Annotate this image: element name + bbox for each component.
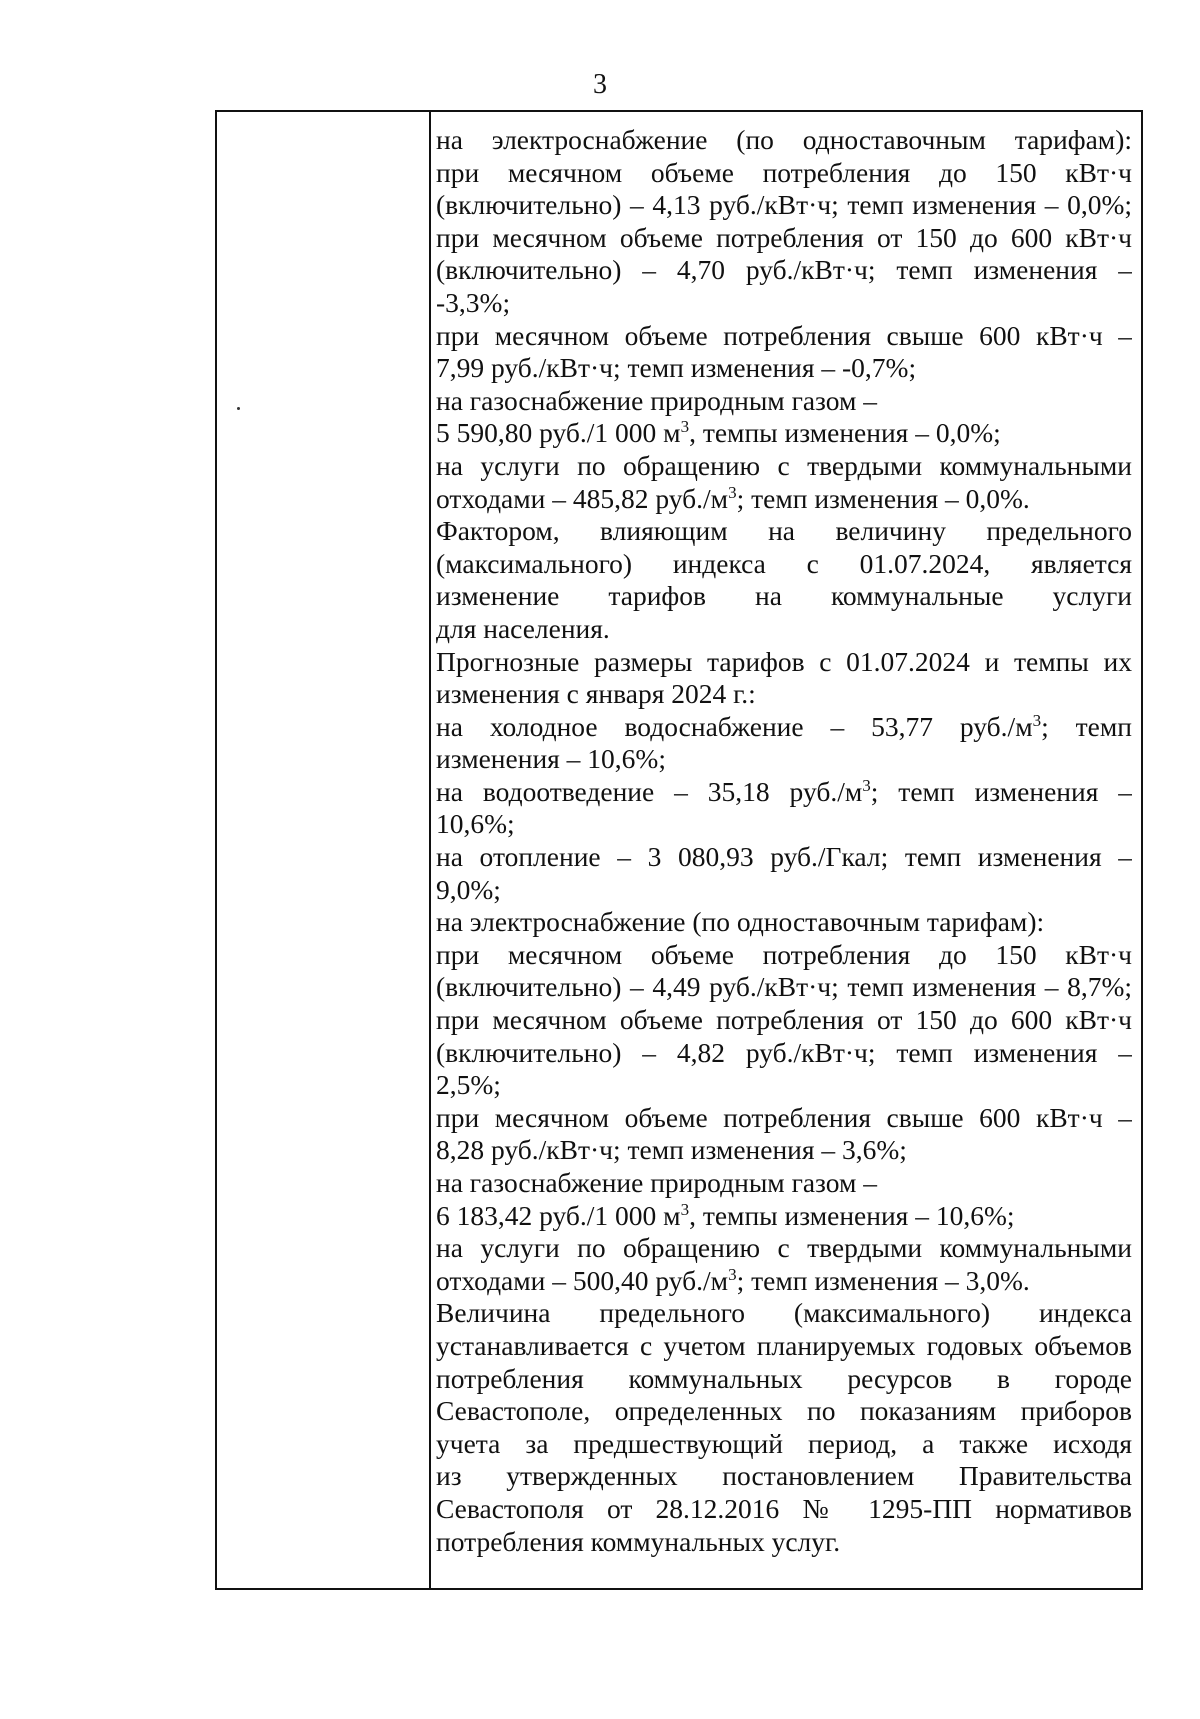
text-line: 6 183,42 руб./1 000 $м^3$, темпы изменения – 10,6%; (436, 1199, 1015, 1231)
text-line: изменения с января 2024 г.: (436, 678, 756, 710)
text-line: отходами – 485,82 $руб./м^3$; темп изменения – 0,0%. (436, 482, 1030, 514)
text-line: при месячном объеме потребления до 150 кВт·ч (436, 938, 1132, 970)
text-line: на водоотведение – 35,18 $руб./м^3$; темп изменения – (436, 775, 1132, 807)
text-line: (включительно) – 4,49 руб./кВт·ч; темп изменения – 8,7%; (436, 971, 1132, 1003)
text-line: (максимального) индекса с 01.07.2024, является (436, 547, 1132, 579)
text-line: отходами – 500,40 $руб./м^3$; темп изменения – 3,0%. (436, 1264, 1030, 1296)
text-line: потребления коммунальных ресурсов в городе (436, 1362, 1132, 1394)
text-line: на газоснабжение природным газом – (436, 1167, 878, 1198)
text-line: на газоснабжение природным газом – (436, 384, 878, 416)
scan-dot (237, 407, 240, 410)
text-line: 9,0%; (436, 873, 501, 905)
text-line: устанавливается с учетом планируемых годовых объемов (436, 1329, 1132, 1361)
text-line: (включительно) – 4,13 руб./кВт·ч; темп изменения – 0,0%; (436, 189, 1132, 221)
text-line: 10,6%; (436, 808, 515, 840)
table-cell-left (217, 112, 431, 1588)
text-line: Величина предельного (максимального) индекса (436, 1297, 1132, 1329)
text-line: потребления коммунальных услуг. (436, 1525, 841, 1557)
text-line: из утвержденных постановлением Правительства (436, 1460, 1132, 1492)
text-line: при месячном объеме потребления от 150 до 600 кВт·ч (436, 221, 1132, 253)
text-line: при месячном объеме потребления свыше 600 кВт·ч – (436, 1101, 1132, 1133)
text-line: Прогнозные размеры тарифов с 01.07.2024 и темпы их (436, 645, 1132, 677)
text-line: для населения. (436, 612, 610, 644)
text-line: при месячном объеме потребления до 150 кВт·ч (436, 156, 1132, 188)
text-line: на электроснабжение (по одноставочным тарифам): (436, 124, 1132, 155)
text-line: 2,5%; (436, 1069, 501, 1101)
text-line: на холодное водоснабжение – 53,77 $руб./м^3$; темп (436, 710, 1132, 742)
text-line: изменение тарифов на коммунальные услуги (436, 580, 1132, 612)
text-line: 5 590,80 руб./1 000 $м^3$, темпы изменения – 0,0%; (436, 417, 1001, 449)
text-line: Фактором, влияющим на величину предельного (436, 515, 1132, 547)
text-line: 8,28 руб./кВт·ч; темп изменения – 3,6%; (436, 1134, 907, 1166)
text-line: Севастополе, определенных по показаниям приборов (436, 1395, 1132, 1427)
text-line: при месячном объеме потребления свыше 600 кВт·ч – (436, 319, 1132, 351)
text-line: -3,3%; (436, 286, 511, 318)
text-line: (включительно) – 4,70 руб./кВт·ч; темп изменения – (436, 254, 1132, 286)
text-line: изменения – 10,6%; (436, 743, 666, 775)
table-cell-right (431, 112, 1141, 1588)
text-line: Севастополя от 28.12.2016 № 1295-ПП нормативов (436, 1492, 1132, 1524)
text-line: 7,99 руб./кВт·ч; темп изменения – -0,7%; (436, 352, 917, 384)
text-line: на услуги по обращению с твердыми коммунальными (436, 449, 1132, 481)
document-table (215, 110, 1143, 1590)
page-number: 3 (593, 69, 607, 100)
text-line: на электроснабжение (по одноставочным тарифам): (436, 906, 1045, 938)
text-line: при месячном объеме потребления от 150 до 600 кВт·ч (436, 1004, 1132, 1036)
text-line: учета за предшествующий период, а также исходя (436, 1427, 1132, 1459)
text-line: (включительно) – 4,82 руб./кВт·ч; темп изменения – (436, 1036, 1132, 1068)
text-line: на отопление – 3 080,93 руб./Гкал; темп изменения – (436, 841, 1132, 873)
text-line: на услуги по обращению с твердыми коммунальными (436, 1232, 1132, 1264)
